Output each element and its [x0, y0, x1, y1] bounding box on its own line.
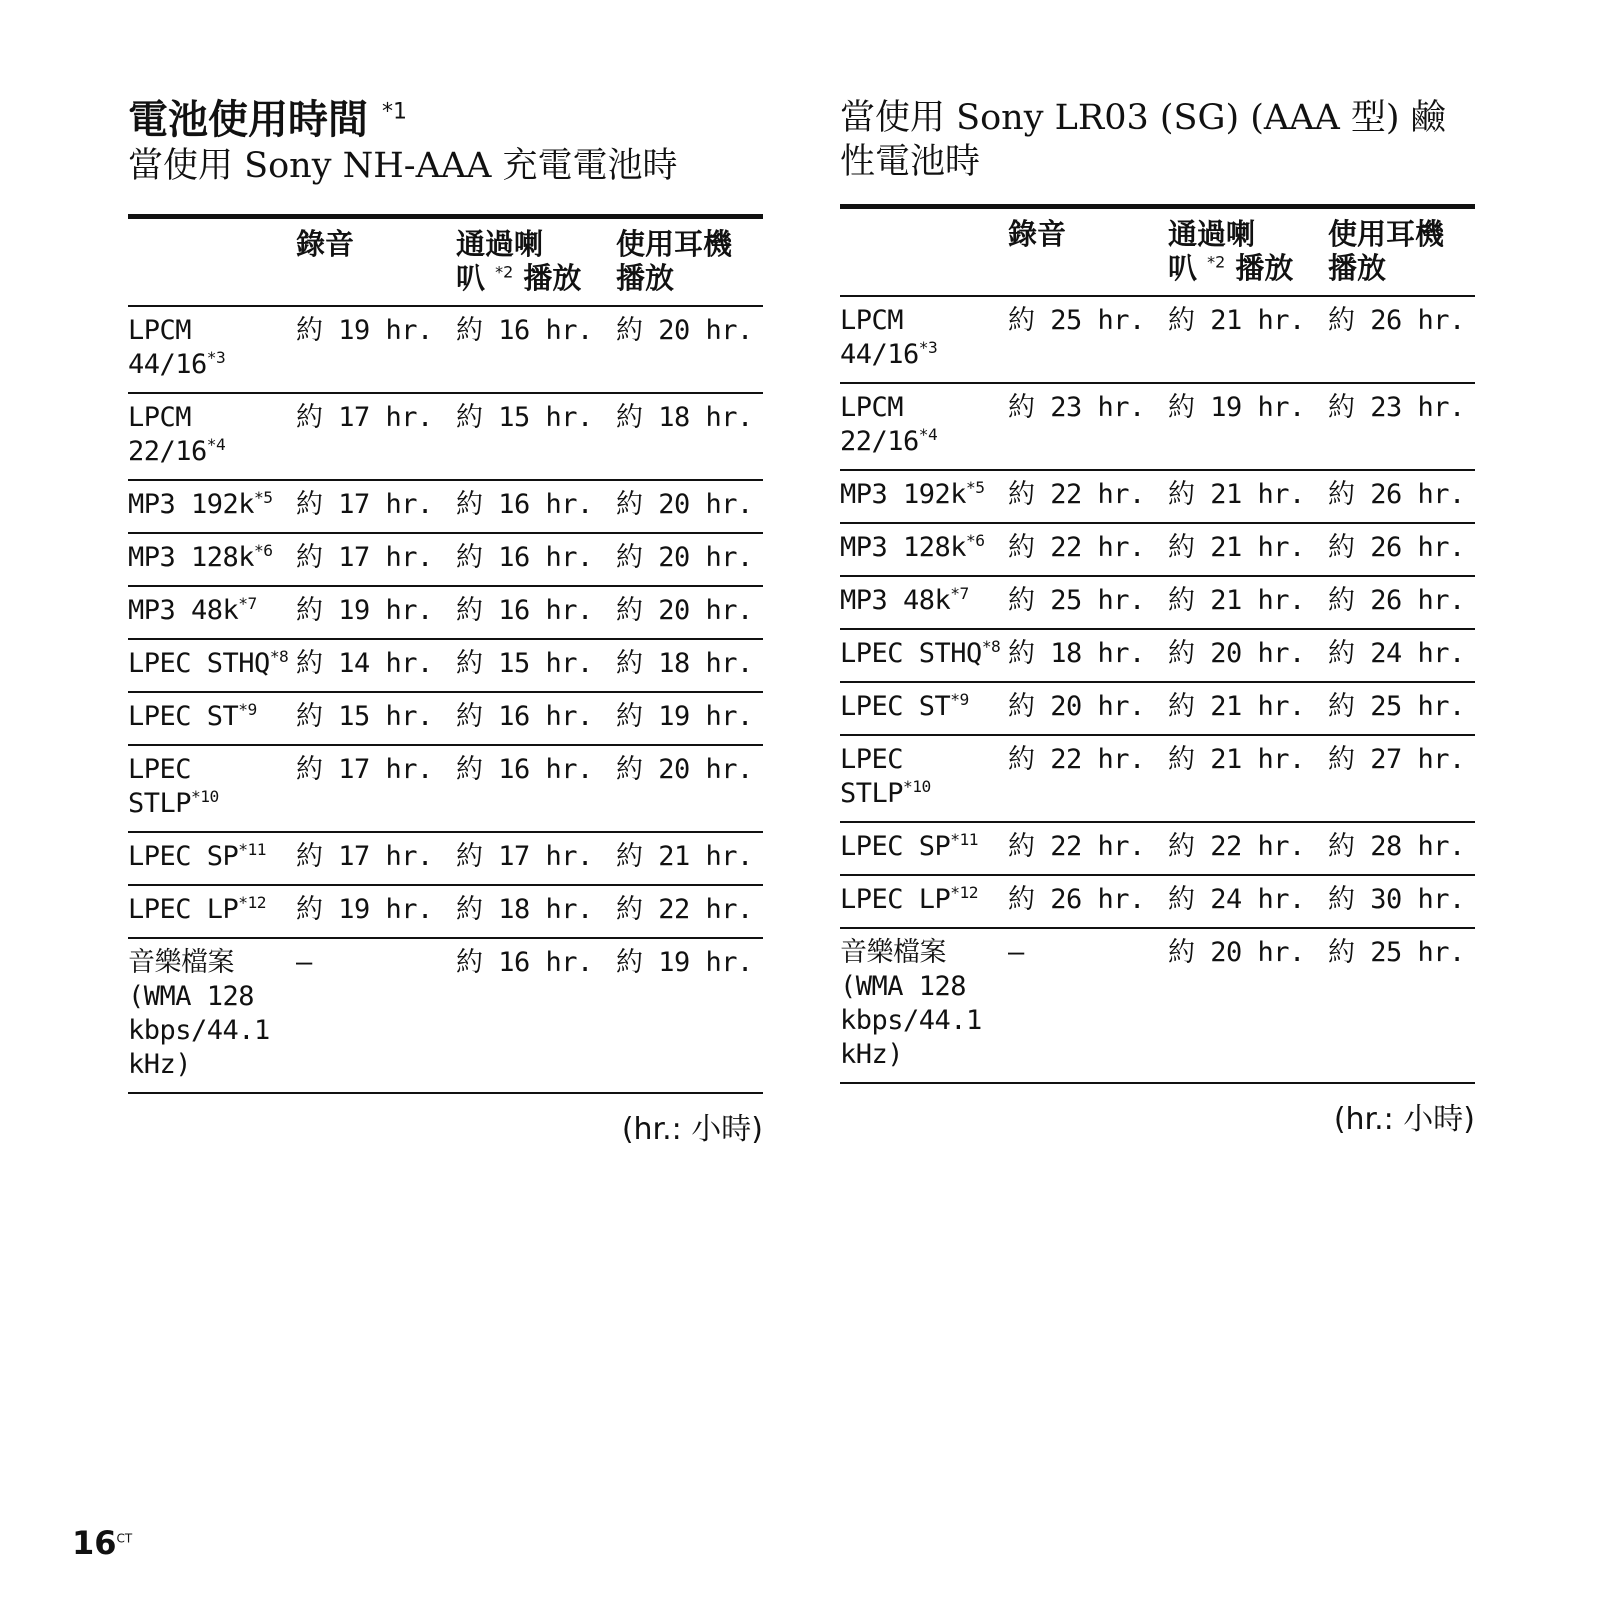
headphones-time-cell: 約 26 hr. [1328, 296, 1475, 383]
recording-time-cell: 約 22 hr. [1008, 822, 1168, 875]
unit-note: (hr.: 小時) [1333, 1102, 1475, 1137]
table-row [840, 875, 1475, 928]
speaker-time-cell: 約 18 hr. [456, 885, 616, 938]
recording-time-cell: 約 17 hr. [296, 832, 456, 885]
headphones-time-cell: 約 24 hr. [1328, 629, 1475, 682]
mode-footnote: *8 [269, 647, 289, 666]
table-body [840, 296, 1475, 1083]
table-body [128, 306, 763, 1093]
speaker-time-cell: 約 16 hr. [456, 692, 616, 745]
mode-footnote: *4 [918, 425, 938, 444]
speaker-time-cell: 約 20 hr. [1168, 629, 1328, 682]
mode-label: LPEC ST [128, 701, 239, 732]
mode-cell [840, 735, 1008, 822]
mode-label: MP3 48k [840, 585, 951, 616]
mode-label: LPCM 44/16 [840, 305, 919, 370]
table-row [128, 306, 763, 393]
mode-footnote: *9 [238, 700, 257, 719]
table-row [840, 523, 1475, 576]
headphones-time-cell: 約 26 hr. [1328, 523, 1475, 576]
table-row [128, 586, 763, 639]
table-row [840, 822, 1475, 875]
mode-footnote: *12 [238, 893, 267, 912]
speaker-time-cell: 約 17 hr. [456, 832, 616, 885]
left-heading [128, 96, 763, 214]
recording-time-cell: 約 17 hr. [296, 393, 456, 480]
page-title [128, 96, 763, 144]
speaker-time-cell: 約 21 hr. [1168, 470, 1328, 523]
mode-cell [128, 393, 296, 480]
page-number-value: 16 [72, 1524, 117, 1562]
speaker-time-cell: 約 16 hr. [456, 947, 593, 978]
header-speaker-line2: 叭 [1168, 251, 1198, 285]
recording-time-cell: 約 23 hr. [1008, 383, 1168, 470]
table-row [840, 296, 1475, 383]
headphones-time-cell: 約 22 hr. [616, 885, 763, 938]
table-row [840, 629, 1475, 682]
recording-time-cell: 約 19 hr. [296, 586, 456, 639]
mode-cell [840, 470, 1008, 523]
mode-label: LPEC SP [840, 831, 951, 862]
mode-label: 音樂檔案 (WMA 128 kbps/44.1 kHz) [840, 937, 982, 1070]
header-headphones [1328, 207, 1475, 297]
mode-cell [128, 745, 296, 832]
mode-cell [840, 296, 1008, 383]
mode-footnote: *10 [903, 777, 931, 796]
table-row [128, 692, 763, 745]
header-recording [1008, 207, 1168, 297]
header-speaker [1168, 207, 1328, 297]
mode-label: LPEC ST [840, 691, 951, 722]
right-column [840, 96, 1475, 1138]
table-row [840, 928, 1475, 1083]
mode-cell [128, 692, 296, 745]
mode-cell [840, 383, 1008, 470]
header-headphones-line1: 使用耳機 [1328, 217, 1445, 251]
header-mode [840, 207, 1008, 297]
mode-footnote: *10 [191, 787, 219, 806]
header-speaker-footnote: *2 [495, 262, 514, 282]
speaker-time-cell: 約 21 hr. [1168, 682, 1328, 735]
table-row [128, 533, 763, 586]
battery-table-alkaline [840, 204, 1475, 1084]
recording-time-cell: — [1008, 937, 1024, 968]
header-speaker-line1: 通過喇 [1168, 217, 1256, 251]
page-number [72, 1524, 132, 1562]
header-recording [296, 217, 456, 307]
mode-cell [128, 938, 296, 1093]
speaker-time-cell: 約 20 hr. [1168, 937, 1305, 968]
recording-time-cell: 約 19 hr. [296, 885, 456, 938]
headphones-time-cell: 約 20 hr. [616, 480, 763, 533]
headphones-time-cell: 約 20 hr. [616, 745, 763, 832]
mode-label: MP3 128k [128, 542, 255, 573]
mode-footnote: *7 [238, 594, 257, 613]
speaker-time-cell: 約 21 hr. [1168, 523, 1328, 576]
headphones-time-cell: 約 25 hr. [1328, 682, 1475, 735]
header-headphones-line2: 播放 [1328, 251, 1387, 285]
table-row [128, 745, 763, 832]
mode-footnote: *11 [238, 840, 267, 859]
headphones-time-cell: 約 27 hr. [1328, 735, 1475, 822]
mode-footnote: *6 [254, 541, 273, 560]
page-number-suffix: CT [116, 1531, 133, 1546]
recording-time-cell: 約 18 hr. [1008, 629, 1168, 682]
headphones-time-cell: 約 26 hr. [1328, 576, 1475, 629]
speaker-time-cell: 約 22 hr. [1168, 822, 1328, 875]
recording-time-cell: 約 25 hr. [1008, 576, 1168, 629]
mode-label: LPEC STHQ [128, 648, 270, 679]
speaker-time-cell: 約 16 hr. [456, 586, 616, 639]
mode-cell [128, 885, 296, 938]
header-headphones-line2: 播放 [616, 261, 675, 295]
recording-time-cell: — [296, 947, 312, 978]
mode-cell [840, 523, 1008, 576]
recording-time-cell: 約 17 hr. [296, 480, 456, 533]
table-row [840, 576, 1475, 629]
speaker-time-cell: 約 21 hr. [1168, 735, 1328, 822]
headphones-time-cell: 約 26 hr. [1328, 470, 1475, 523]
speaker-time-cell: 約 21 hr. [1168, 296, 1328, 383]
page-title-text: 電池使用時間 [128, 97, 368, 143]
header-speaker-line2: 叭 [456, 261, 486, 295]
header-recording-text: 錄音 [1008, 217, 1067, 251]
recording-time-cell: 約 22 hr. [1008, 523, 1168, 576]
headphones-time-cell: 約 19 hr. [616, 692, 763, 745]
unit-note: (hr.: 小時) [621, 1112, 763, 1147]
table-row [840, 682, 1475, 735]
header-headphones [616, 217, 763, 307]
header-headphones-line1: 使用耳機 [616, 227, 733, 261]
mode-label: MP3 192k [128, 489, 255, 520]
mode-label: LPCM 44/16 [128, 315, 207, 380]
mode-label: LPEC SP [128, 841, 239, 872]
recording-time-cell: 約 26 hr. [1008, 875, 1168, 928]
title-footnote: *1 [381, 99, 407, 125]
mode-cell [128, 639, 296, 692]
mode-label: MP3 48k [128, 595, 239, 626]
mode-cell [840, 576, 1008, 629]
table-row [128, 393, 763, 480]
table-row [128, 832, 763, 885]
table-row [128, 480, 763, 533]
headphones-time-cell: 約 28 hr. [1328, 822, 1475, 875]
headphones-time-cell: 約 18 hr. [616, 393, 763, 480]
table-row [128, 639, 763, 692]
recording-time-cell: 約 22 hr. [1008, 735, 1168, 822]
recording-time-cell: 約 14 hr. [296, 639, 456, 692]
mode-footnote: *7 [950, 584, 969, 603]
speaker-time-cell: 約 24 hr. [1168, 875, 1328, 928]
mode-footnote: *12 [950, 883, 979, 902]
battery-table-rechargeable [128, 214, 763, 1094]
mode-cell [840, 822, 1008, 875]
table-row [840, 383, 1475, 470]
table-row [840, 470, 1475, 523]
header-speaker-line3: 播放 [523, 261, 582, 295]
speaker-time-cell: 約 21 hr. [1168, 576, 1328, 629]
mode-label: MP3 128k [840, 532, 967, 563]
mode-cell [840, 928, 1008, 1083]
headphones-time-cell: 約 30 hr. [1328, 875, 1475, 928]
mode-cell [128, 533, 296, 586]
header-speaker-line3: 播放 [1235, 251, 1294, 285]
recording-time-cell: 約 20 hr. [1008, 682, 1168, 735]
mode-footnote: *5 [254, 488, 273, 507]
mode-label: 音樂檔案 (WMA 128 kbps/44.1 kHz) [128, 947, 270, 1080]
table-header-row [128, 217, 763, 307]
header-mode [128, 217, 296, 307]
right-heading [840, 96, 1475, 204]
mode-label: LPEC STHQ [840, 638, 982, 669]
mode-cell [840, 875, 1008, 928]
mode-cell [128, 306, 296, 393]
table-row [840, 735, 1475, 822]
mode-label: LPCM 22/16 [840, 392, 919, 457]
table-row [128, 938, 763, 1093]
mode-cell [128, 480, 296, 533]
speaker-time-cell: 約 15 hr. [456, 393, 616, 480]
right-subtitle: 當使用 Sony LR03 (SG) (AAA 型) 鹼性電池時 [840, 98, 1446, 182]
recording-time-cell: 約 17 hr. [296, 533, 456, 586]
header-speaker-line1: 通過喇 [456, 227, 544, 261]
speaker-time-cell: 約 16 hr. [456, 533, 616, 586]
mode-footnote: *8 [981, 637, 1001, 656]
recording-time-cell: 約 22 hr. [1008, 470, 1168, 523]
mode-footnote: *6 [966, 531, 985, 550]
mode-footnote: *9 [950, 690, 969, 709]
header-speaker [456, 217, 616, 307]
mode-label: LPCM 22/16 [128, 402, 207, 467]
headphones-time-cell: 約 20 hr. [616, 586, 763, 639]
mode-label: MP3 192k [840, 479, 967, 510]
recording-time-cell: 約 17 hr. [296, 745, 456, 832]
mode-label: LPEC STLP [128, 754, 192, 819]
mode-label: LPEC LP [840, 884, 951, 915]
headphones-time-cell: 約 20 hr. [616, 533, 763, 586]
headphones-time-cell: 約 18 hr. [616, 639, 763, 692]
recording-time-cell: 約 19 hr. [296, 306, 456, 393]
headphones-time-cell: 約 23 hr. [1328, 383, 1475, 470]
mode-footnote: *3 [206, 348, 226, 367]
left-subtitle: 當使用 Sony NH-AAA 充電電池時 [128, 146, 678, 186]
speaker-time-cell: 約 15 hr. [456, 639, 616, 692]
headphones-time-cell: 約 20 hr. [616, 306, 763, 393]
header-speaker-footnote: *2 [1207, 252, 1226, 272]
recording-time-cell: 約 15 hr. [296, 692, 456, 745]
speaker-time-cell: 約 19 hr. [1168, 383, 1328, 470]
recording-time-cell: 約 25 hr. [1008, 296, 1168, 383]
headphones-time-cell: 約 21 hr. [616, 832, 763, 885]
mode-footnote: *4 [206, 435, 226, 454]
mode-cell [840, 629, 1008, 682]
mode-footnote: *3 [918, 338, 938, 357]
header-recording-text: 錄音 [296, 227, 355, 261]
speaker-time-cell: 約 16 hr. [456, 745, 616, 832]
headphones-time-cell: 約 19 hr. [616, 947, 753, 978]
table-row [128, 885, 763, 938]
mode-footnote: *5 [966, 478, 985, 497]
mode-label: LPEC STLP [840, 744, 904, 809]
left-column [128, 96, 763, 1148]
table-header-row [840, 207, 1475, 297]
mode-label: LPEC LP [128, 894, 239, 925]
speaker-time-cell: 約 16 hr. [456, 306, 616, 393]
mode-footnote: *11 [950, 830, 979, 849]
mode-cell [128, 586, 296, 639]
mode-cell [840, 682, 1008, 735]
speaker-time-cell: 約 16 hr. [456, 480, 616, 533]
headphones-time-cell: 約 25 hr. [1328, 937, 1465, 968]
mode-cell [128, 832, 296, 885]
